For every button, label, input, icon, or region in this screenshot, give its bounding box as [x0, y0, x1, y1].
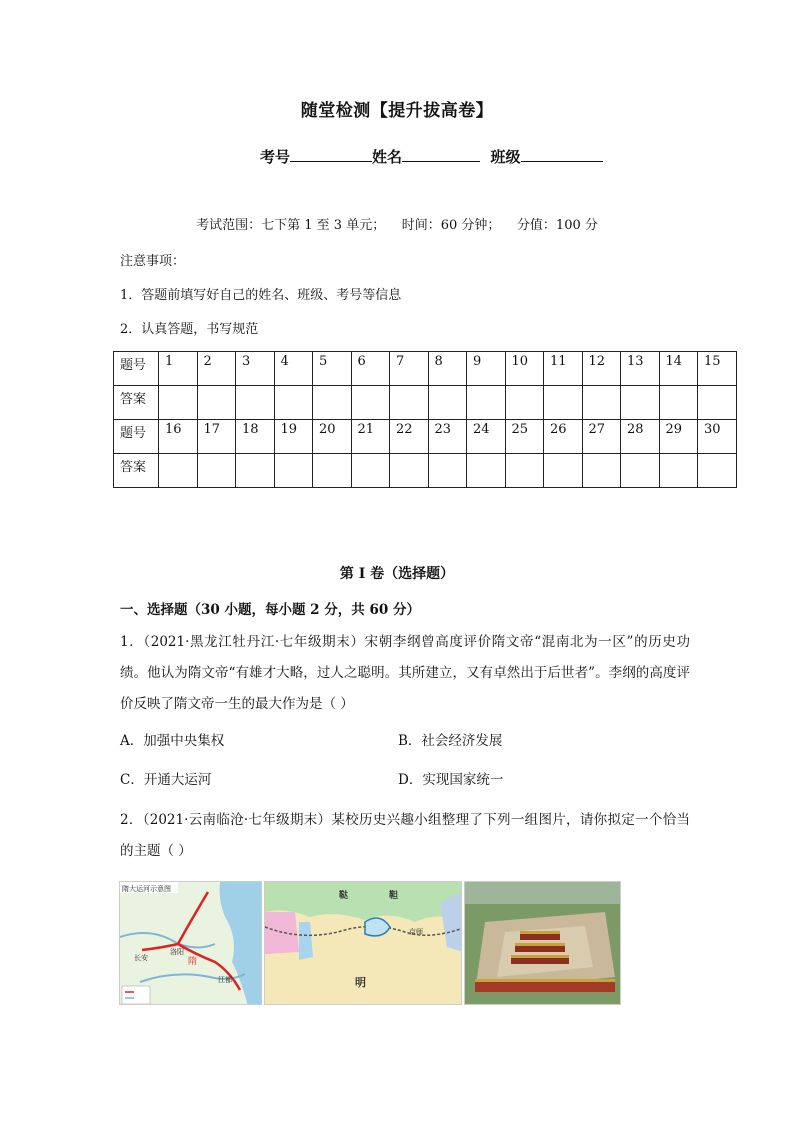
- answer-cell[interactable]: [505, 386, 544, 420]
- answer-cell[interactable]: [698, 386, 737, 420]
- answer-cell[interactable]: [390, 454, 429, 488]
- map1-label-luoyang: 洛阳: [170, 948, 184, 956]
- qnum-label: 题号: [114, 352, 159, 386]
- qnum-cell: 16: [159, 420, 198, 454]
- answer-cell[interactable]: [428, 386, 467, 420]
- answer-cell[interactable]: [621, 386, 660, 420]
- answer-cell[interactable]: [313, 386, 352, 420]
- q1-option-c[interactable]: C．开通大运河: [120, 772, 212, 788]
- qnum-cell: 23: [428, 420, 467, 454]
- qnum-cell: 5: [313, 352, 352, 386]
- table-row-qnum-2: [114, 420, 737, 454]
- answer-cell[interactable]: [159, 386, 198, 420]
- qnum-cell: 28: [621, 420, 660, 454]
- qnum-cell: 8: [428, 352, 467, 386]
- answer-cell[interactable]: [467, 454, 506, 488]
- qnum-cell: 27: [582, 420, 621, 454]
- map1-title: 隋大运河示意图: [122, 885, 171, 893]
- qnum-cell: 10: [505, 352, 544, 386]
- qnum-cell: 9: [467, 352, 506, 386]
- qnum-cell: 4: [274, 352, 313, 386]
- qnum-cell: 13: [621, 352, 660, 386]
- exam-scope: 考试范围：七下第 1 至 3 单元； 时间：60 分钟； 分值：100 分: [196, 218, 598, 233]
- answer-cell[interactable]: [428, 454, 467, 488]
- qnum-label: 题号: [114, 420, 159, 454]
- map2-label-da: 鞑: [339, 891, 349, 901]
- ming-map-image: [264, 881, 462, 1005]
- table-row-answer-1: [114, 386, 737, 420]
- qnum-cell: 18: [236, 420, 275, 454]
- forbidden-city-svg: [465, 882, 621, 1005]
- answer-cell[interactable]: [467, 386, 506, 420]
- notes-heading: 注意事项：: [120, 254, 186, 269]
- ming-map-svg: [265, 882, 462, 1005]
- question-2-stem: 2．（2021·云南临沧·七年级期末）某校历史兴趣小组整理了下列一组图片，请你拟定一个恰当的主题（ ）: [120, 812, 690, 859]
- qnum-cell: 20: [313, 420, 352, 454]
- answer-cell[interactable]: [659, 386, 698, 420]
- answer-label: 答案: [114, 386, 159, 420]
- answer-table: [113, 351, 737, 488]
- answer-cell[interactable]: [197, 454, 236, 488]
- qnum-cell: 15: [698, 352, 737, 386]
- note-item-1: 1．答题前填写好自己的姓名、班级、考号等信息: [120, 288, 402, 303]
- answer-cell[interactable]: [351, 454, 390, 488]
- table-row-answer-2: [114, 454, 737, 488]
- answer-cell[interactable]: [351, 386, 390, 420]
- map1-label-changan: 长安: [134, 954, 148, 962]
- answer-cell[interactable]: [313, 454, 352, 488]
- qnum-cell: 22: [390, 420, 429, 454]
- qnum-cell: 17: [197, 420, 236, 454]
- qnum-cell: 1: [159, 352, 198, 386]
- name-label: 姓名: [372, 148, 403, 166]
- part-title: 一、选择题（30 小题，每小题 2 分，共 60 分）: [120, 602, 420, 618]
- section-title: 第 I 卷（选择题）: [339, 566, 455, 582]
- qnum-cell: 19: [274, 420, 313, 454]
- qnum-cell: 29: [659, 420, 698, 454]
- answer-cell[interactable]: [274, 454, 313, 488]
- map1-label-sui: 隋: [188, 957, 198, 967]
- exam-no-field[interactable]: [290, 145, 372, 162]
- qnum-cell: 6: [351, 352, 390, 386]
- answer-cell[interactable]: [505, 454, 544, 488]
- q1-option-b[interactable]: B．社会经济发展: [398, 733, 503, 749]
- page-title: 随堂检测【提升拔高卷】: [300, 101, 494, 121]
- q1-option-d[interactable]: D．实现国家统一: [398, 772, 504, 788]
- forbidden-city-photo: [464, 881, 621, 1005]
- table-row-qnum-1: [114, 352, 737, 386]
- answer-cell[interactable]: [544, 454, 583, 488]
- qnum-cell: 24: [467, 420, 506, 454]
- class-field[interactable]: [521, 145, 603, 162]
- answer-cell[interactable]: [159, 454, 198, 488]
- answer-cell[interactable]: [544, 386, 583, 420]
- qnum-cell: 21: [351, 420, 390, 454]
- answer-cell[interactable]: [659, 454, 698, 488]
- answer-cell[interactable]: [390, 386, 429, 420]
- answer-cell[interactable]: [698, 454, 737, 488]
- grand-canal-map-svg: [120, 882, 262, 1005]
- class-label: 班级: [490, 148, 521, 166]
- map2-label-ming: 明: [355, 976, 366, 989]
- answer-label: 答案: [114, 454, 159, 488]
- exam-no-label: 考号: [260, 148, 291, 166]
- student-info-line: [260, 145, 603, 167]
- qnum-cell: 26: [544, 420, 583, 454]
- map2-label-da2: 靼: [389, 891, 399, 901]
- note-item-2: 2．认真答题，书写规范: [120, 322, 259, 337]
- answer-cell[interactable]: [582, 386, 621, 420]
- answer-cell[interactable]: [274, 386, 313, 420]
- qnum-cell: 2: [197, 352, 236, 386]
- map2-label-capital: 京师: [409, 928, 423, 936]
- qnum-cell: 12: [582, 352, 621, 386]
- qnum-cell: 11: [544, 352, 583, 386]
- qnum-cell: 30: [698, 420, 737, 454]
- qnum-cell: 14: [659, 352, 698, 386]
- answer-cell[interactable]: [236, 386, 275, 420]
- answer-cell[interactable]: [582, 454, 621, 488]
- qnum-cell: 3: [236, 352, 275, 386]
- map1-label-jiangdu: 江都: [218, 976, 232, 984]
- name-field[interactable]: [402, 145, 480, 162]
- qnum-cell: 7: [390, 352, 429, 386]
- answer-cell[interactable]: [621, 454, 660, 488]
- grand-canal-map-image: [119, 881, 262, 1005]
- answer-cell[interactable]: [197, 386, 236, 420]
- q1-option-a[interactable]: A．加强中央集权: [120, 733, 225, 749]
- qnum-cell: 25: [505, 420, 544, 454]
- question-1-stem: 1．（2021·黑龙江牡丹江·七年级期末）宋朝李纲曾高度评价隋文帝“混南北为一区”的历史功绩。他认为隋文帝“有雄才大略，过人之聪明。其所建立，又有卓然出于后世者”。李纲的高度评价反映了隋文帝一生的最大作为是（ ）: [120, 634, 690, 712]
- answer-cell[interactable]: [236, 454, 275, 488]
